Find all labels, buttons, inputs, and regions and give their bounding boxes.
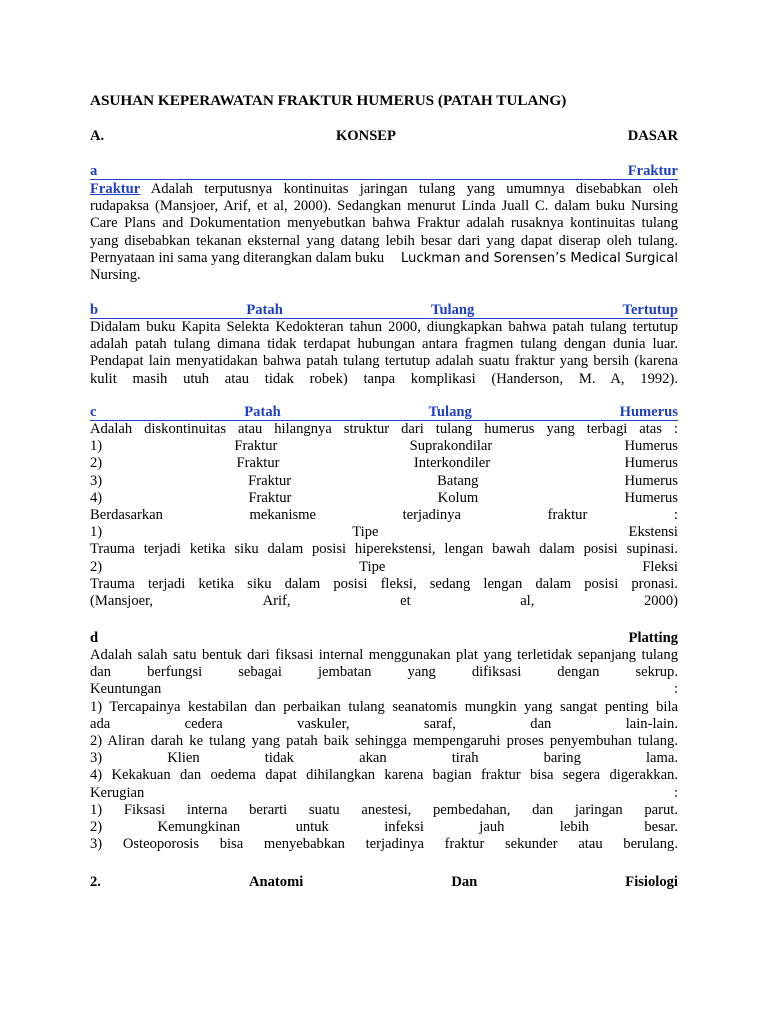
subsection-c-heading[interactable]: c Patah Tulang Humerus — [90, 404, 678, 420]
subsection-a-heading[interactable]: a Fraktur — [90, 163, 678, 179]
document-title: ASUHAN KEPERAWATAN FRAKTUR HUMERUS (PATAH TULANG) — [90, 92, 567, 109]
mekanisme-row: Berdasarkan mekanisme terjadinya fraktur : — [90, 507, 678, 524]
subsection-c-body: Adalah diskontinuitas atau hilangnya struktur dari tulang humerus yang terbagi atas : 1) Fraktur Suprakondilar Humerus 2) Fraktur Interkondiler Humerus 3) Fraktur Batang Humerus 4) Fraktur Kolum Humerus Berdasarkan mekanisme terjadinya fraktur : 1) Tipe Ekstensi Trauma terjadi ketika siku dalam posisi hiperekstensi, lengan bawah dalam posisi supinasi. 2) Tipe Fleksi Trauma terjadi ketika siku dalam posisi fleksi, sedang lengan dalam posisi pronasi. (Mansjoer, Arif, et al, 2000) — [90, 421, 678, 610]
keuntungan-label: Keuntungan : — [90, 681, 678, 698]
subsection-d-body: Adalah salah satu bentuk dari fiksasi internal menggunakan plat yang terletidak sepanjang tulang dan berfungsi sebagai jembatan yang difiksasi dengan sekrup. Keuntungan : 1) Tercapainya kestabilan dan perbaikan tulang seanatomis mungkin yang sangat penting bila ada cedera vaskuler, saraf, dan lain-lain. 2) Aliran darah ke tulang yang patah baik sehingga mempengaruhi proses penyembuhan tulang. 3) Klien tidak akan tirah baring lama. 4) Kekakuan dan oedema dapat dihilangkan karena bagian fraktur bisa segera digerakkan. Kerugian : 1) Fiksasi interna berarti suatu anestesi, pembedahan, dan jaringan parut. 2) Kemungkinan untuk infeksi jauh lebih besar. 3) Osteoporosis bisa menyebabkan terjadinya fraktur sekunder atau berulang. — [90, 647, 678, 853]
subsection-a-body: Fraktur Adalah terputusnya kontinuitas jaringan tulang yang umumnya disebabkan oleh rudapaksa (Mansjoer, Arif, et al, 2000). Sedangkan menurut Linda Juall C. dalam buku Nursing Care Plans and Dokumentation menyebutkan bahwa Fraktur adalah rusaknya kontinuitas tulang yang disebabkan tekanan eksternal yang datang lebih besar dari yang dapat diserap oleh tulang. Pernyataan ini sama yang diterangkan dalam buku Luckman and Sorensen’s Medical Surgical Nursing. — [90, 181, 678, 284]
section-a-heading: A. KONSEP DASAR — [90, 128, 678, 144]
reference-row: (Mansjoer, Arif, et al, 2000) — [90, 593, 678, 610]
subsection-b-heading[interactable]: b Patah Tulang Tertutup — [90, 302, 678, 318]
tipe-ekstensi-row: 1) Tipe Ekstensi — [90, 524, 678, 541]
fraktur-link[interactable]: Fraktur — [90, 181, 141, 197]
humerus-type-row: 4) Fraktur Kolum Humerus — [90, 489, 678, 506]
tipe-fleksi-row: 2) Tipe Fleksi — [90, 558, 678, 575]
section-2-heading: 2. Anatomi Dan Fisiologi — [90, 874, 678, 890]
humerus-type-row: 1) Fraktur Suprakondilar Humerus — [90, 438, 678, 455]
kerugian-label: Kerugian : — [90, 784, 678, 801]
subsection-d-heading: d Platting — [90, 630, 678, 646]
humerus-type-row: 3) Fraktur Batang Humerus — [90, 472, 678, 489]
humerus-type-row: 2) Fraktur Interkondiler Humerus — [90, 455, 678, 472]
subsection-b-body: Didalam buku Kapita Selekta Kedokteran tahun 2000, diungkapkan bahwa patah tulang tertutup adalah patah tulang dimana tidak terdapat hubungan antara fragmen tulang dengan dunia luar. Pendapat lain menyatidakan bahwa patah tulang tertutup adalah suatu fraktur yang bersih (karena kulit masih utuh atau tidak robek) tanpa komplikasi (Handerson, M. A, 1992). — [90, 319, 678, 387]
